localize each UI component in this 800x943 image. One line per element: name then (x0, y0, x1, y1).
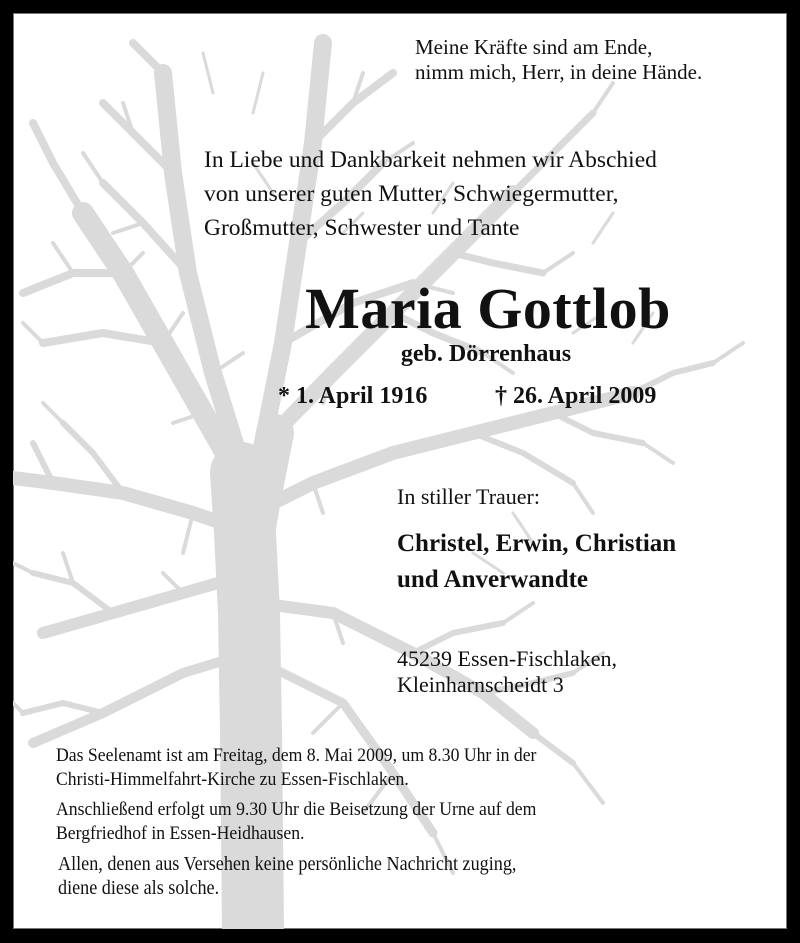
obituary-card (13, 13, 787, 929)
death-date: † 26. April 2009 (495, 383, 657, 409)
motto-verse (415, 35, 702, 85)
notice-line: Allen, denen aus Versehen keine persönliche Nachricht zuging, (58, 854, 517, 875)
address-line: 45239 Essen-Fischlaken, (397, 646, 617, 671)
mourners-line: und Anverwandte (397, 566, 589, 593)
service-line: Das Seelenamt ist am Freitag, dem 8. Mai 2009, um 8.30 Uhr in der (56, 745, 537, 766)
mourners-names (397, 526, 676, 598)
motto-line: nimm mich, Herr, in deine Hände. (415, 60, 703, 84)
address-block (397, 646, 617, 698)
address-line: Kleinharnscheidt 3 (397, 672, 564, 697)
mourners-line: Christel, Erwin, Christian (397, 530, 677, 557)
burial-line: Anschließend erfolgt um 9.30 Uhr die Beisetzung der Urne auf dem (56, 799, 537, 820)
birth-date: * 1. April 1916 (278, 383, 428, 409)
motto-line: Meine Kräfte sind am Ende, (415, 35, 653, 59)
intro-line: Großmutter, Schwester und Tante (204, 215, 520, 241)
intro-line: In Liebe und Dankbarkeit nehmen wir Abschied (204, 147, 657, 173)
notice-text (58, 853, 516, 901)
burial-info (56, 798, 536, 846)
burial-line: Bergfriedhof in Essen-Heidhausen. (56, 823, 305, 844)
deceased-name: Maria Gottlob (305, 276, 671, 341)
service-info (56, 744, 536, 792)
intro-text (204, 143, 657, 245)
mourning-heading: In stiller Trauer: (397, 484, 540, 509)
maiden-name: geb. Dörrenhaus (400, 341, 572, 367)
service-line: Christi-Himmelfahrt-Kirche zu Essen-Fischlaken. (56, 769, 409, 790)
notice-line: diene diese als solche. (58, 878, 220, 899)
intro-line: von unserer guten Mutter, Schwiegermutter, (204, 181, 619, 207)
